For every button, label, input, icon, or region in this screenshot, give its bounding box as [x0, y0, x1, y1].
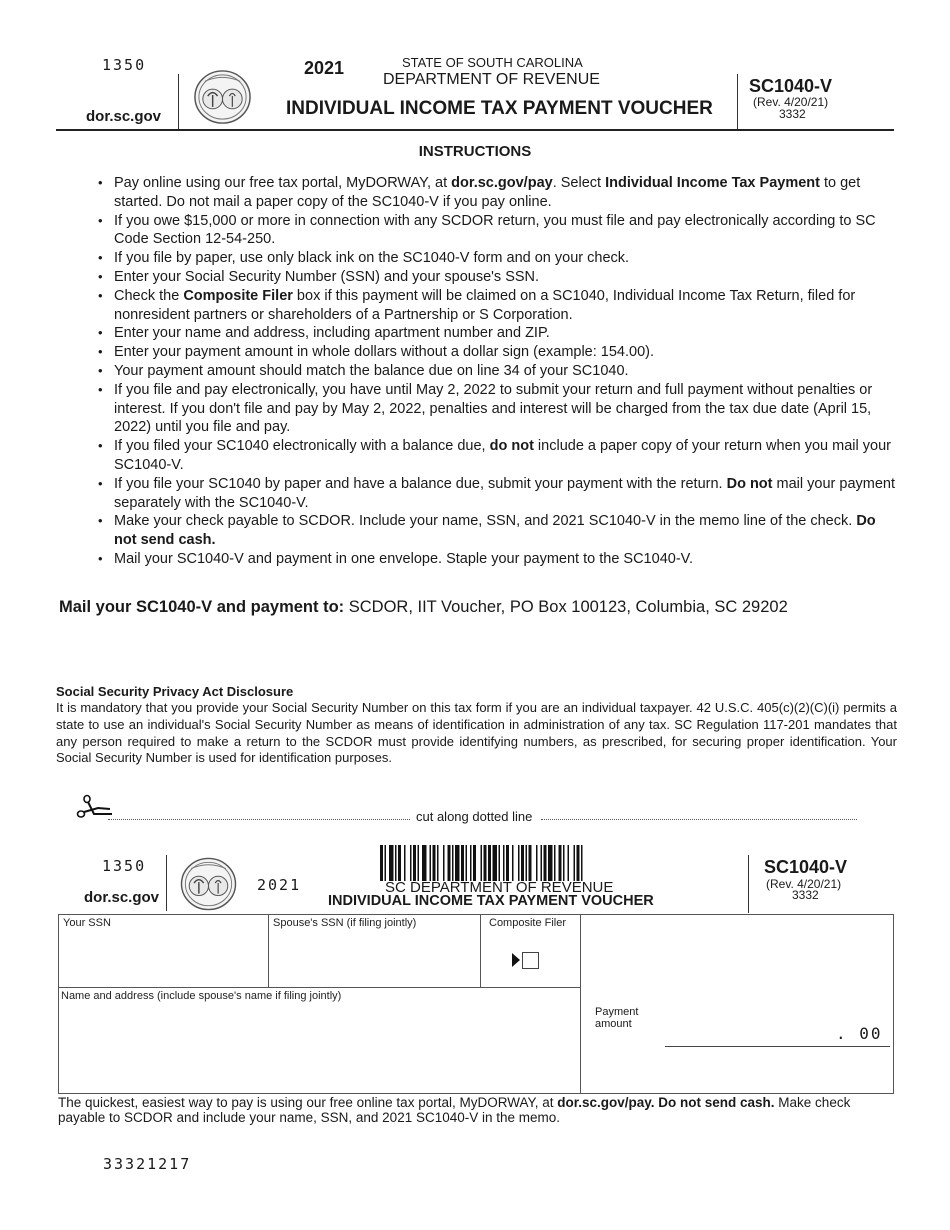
instructions-list — [96, 174, 896, 569]
barcode-bar — [455, 845, 460, 881]
barcode-bar — [452, 845, 454, 881]
text: If you filed your SC1040 electronically with a balance due, — [114, 438, 490, 455]
barcode-bar — [430, 845, 432, 881]
barcode — [380, 845, 648, 881]
barcode-bar — [389, 845, 394, 881]
arrow-right-icon — [512, 953, 520, 967]
spouse-ssn-field[interactable] — [268, 914, 481, 988]
instruction-item — [96, 343, 896, 362]
name-address-field[interactable] — [58, 987, 581, 1094]
barcode-bar — [380, 845, 383, 881]
mailing-instructions — [59, 598, 788, 617]
form-number: 3332 — [779, 107, 806, 121]
instruction-item — [96, 512, 896, 550]
bold-text: dor.sc.gov/pay — [451, 175, 553, 191]
payment-cents: . 00 — [836, 1024, 883, 1043]
cut-line-right — [541, 819, 857, 820]
barcode-bar — [559, 845, 562, 881]
barcode-bar — [506, 845, 509, 881]
instruction-item — [96, 174, 896, 212]
form-id: SC1040-V — [749, 76, 833, 96]
divider — [737, 74, 738, 130]
text: Check the — [114, 287, 184, 304]
voucher-tax-year: 2021 — [257, 876, 302, 894]
barcode-bar — [404, 845, 406, 881]
ssn-input[interactable] — [63, 944, 261, 974]
instruction-item — [96, 475, 896, 513]
barcode-bar — [461, 845, 464, 881]
form-code: 1350 — [102, 56, 147, 74]
name-address-input[interactable] — [61, 1007, 573, 1089]
payment-label-line1: Payment — [595, 1006, 639, 1018]
voucher-form-id: SC1040-V — [764, 857, 848, 877]
barcode-bar — [443, 845, 445, 881]
divider — [748, 855, 749, 913]
barcode-bar — [473, 845, 476, 881]
voucher-form-number: 3332 — [792, 888, 819, 902]
text: Enter your payment amount in whole dollars without a dollar sign (example: 154.00). — [114, 344, 655, 361]
barcode-bar — [554, 845, 556, 881]
barcode-bar — [577, 845, 580, 881]
text: Enter your name and address, including apartment number and ZIP. — [114, 325, 550, 342]
text: include a paper copy of your return when you mail your SC1040-V. — [114, 438, 891, 473]
scissors-icon — [76, 794, 116, 822]
divider — [166, 855, 167, 911]
text: If you owe $15,000 or more in connection with any SCDOR return, you must file and pay electronically according to SC Code Section 12-54-250. — [114, 212, 876, 248]
text: to get started. Do not mail a paper copy of the SC1040-V if you pay online. — [114, 175, 861, 210]
text: Your payment amount should match the balance due on line 34 of your SC1040. — [114, 362, 629, 379]
bold-text: Individual Income Tax Payment — [605, 175, 820, 191]
barcode-bar — [488, 845, 491, 881]
barcode-bar — [541, 845, 543, 881]
payment-amount-label — [595, 1006, 638, 1030]
voucher-title: INDIVIDUAL INCOME TAX PAYMENT VOUCHER — [328, 893, 654, 909]
barcode-bar — [395, 845, 397, 881]
form-title: INDIVIDUAL INCOME TAX PAYMENT VOUCHER — [286, 98, 713, 119]
barcode-bar — [422, 845, 427, 881]
spouse-ssn-input[interactable] — [273, 944, 473, 974]
bold-text: Do not — [726, 475, 773, 492]
barcode-bar — [568, 845, 570, 881]
barcode-bar — [512, 845, 514, 881]
barcode-bar — [499, 845, 501, 881]
website-label: dor.sc.gov — [86, 108, 162, 125]
ssn-field[interactable] — [58, 914, 269, 988]
barcode-bar — [521, 845, 524, 881]
barcode-bar — [470, 845, 472, 881]
mailing-address: SCDOR, IIT Voucher, PO Box 100123, Columbia, SC 29202 — [344, 598, 788, 616]
voucher-department: SC DEPARTMENT OF REVENUE — [385, 879, 614, 896]
barcode-bar — [418, 845, 420, 881]
text: Make your check payable to SCDOR. Include your name, SSN, and 2021 SC1040-V in the memo line of the check. — [114, 513, 857, 530]
instruction-item — [96, 324, 896, 343]
barcode-bar — [536, 845, 538, 881]
text: If you file and pay electronically, you have until May 2, 2022 to submit your return and full payment without penalties or interest. If you don't file and pay by May 2, 2022, penalties and interest will be charged from the tax due date (April 15, 2022) until you file and pay. — [114, 381, 873, 436]
instructions-title: INSTRUCTIONS — [418, 143, 532, 160]
name-address-label: Name and address (include spouse's name if filing jointly) — [61, 990, 342, 1002]
text: If you file your SC1040 by paper and have a balance due, submit your payment with the return. — [114, 475, 727, 492]
barcode-bar — [503, 845, 505, 881]
barcode-bar — [410, 845, 412, 881]
barcode-bar — [563, 845, 565, 881]
bold-text: Do not send cash. — [114, 513, 876, 549]
footer-note — [58, 1095, 898, 1125]
privacy-text: It is mandatory that you provide your Social Security Number on this tax form if you are an individual taxpayer. 42 U.S.C. 405(c)(2)(C)(i) permits a state to use an individual's Social Security Number as means of identification in administration of any tax. SC Regulation 117-201 mandates that any person required to make a return to the SCDOR must provide identifying numbers, as prescribed, for securing proper identification. Your Social Security Number is used for identification purposes. — [56, 700, 897, 766]
payment-label-line2: amount — [595, 1018, 632, 1030]
text: Pay online using our free tax portal, MyDORWAY, at — [114, 175, 452, 191]
text: If you file by paper, use only black ink on the SC1040-V form and on your check. — [114, 250, 630, 267]
composite-filer-field — [480, 914, 581, 988]
text: box if this payment will be claimed on a SC1040, Individual Income Tax Return, filed for nonresident partners or shareholders of a Partnership or S Corporation. — [114, 287, 856, 323]
barcode-bar — [544, 845, 547, 881]
payment-amount-field — [580, 914, 894, 1094]
cut-line-label: cut along dotted line — [416, 809, 533, 824]
voucher-form-code: 1350 — [102, 857, 147, 875]
text: Mail your SC1040-V and payment in one envelope. Staple your payment to the SC1040-V. — [114, 550, 694, 567]
voucher-website: dor.sc.gov — [84, 889, 160, 906]
barcode-bar — [493, 845, 498, 881]
barcode-bar — [581, 845, 583, 881]
barcode-bar — [398, 845, 401, 881]
revision-date: (Rev. 4/20/21) — [753, 95, 829, 109]
composite-filer-checkbox[interactable] — [522, 952, 539, 969]
ssn-label: Your SSN — [63, 917, 111, 929]
sc-seal-icon — [179, 857, 238, 911]
barcode-bar — [481, 845, 483, 881]
barcode-bar — [574, 845, 576, 881]
barcode-bar — [437, 845, 439, 881]
cut-line-left — [108, 819, 410, 820]
barcode-bar — [484, 845, 487, 881]
instruction-item — [96, 550, 896, 569]
sc-seal-icon — [193, 69, 252, 125]
barcode-bar — [466, 845, 468, 881]
bold-text: Composite Filer — [183, 287, 293, 304]
text: Enter your Social Security Number (SSN) and your spouse's SSN. — [114, 268, 540, 285]
barcode-bar — [518, 845, 520, 881]
scan-line-code: 33321217 — [103, 1155, 192, 1173]
barcode-bar — [433, 845, 436, 881]
instruction-item — [96, 268, 896, 287]
instruction-item — [96, 249, 896, 268]
bold-text: do not — [489, 438, 534, 455]
instruction-item — [96, 287, 896, 325]
spouse-ssn-label: Spouse's SSN (if filing jointly) — [273, 917, 417, 929]
text: . Select — [552, 175, 606, 191]
department-name: DEPARTMENT OF REVENUE — [383, 71, 600, 88]
instruction-item — [96, 381, 896, 437]
bold-text: dor.sc.gov/pay. Do not send cash. — [557, 1095, 775, 1110]
barcode-bar — [413, 845, 416, 881]
state-name: STATE OF SOUTH CAROLINA — [402, 55, 583, 70]
barcode-bar — [548, 845, 553, 881]
mailing-label: Mail your SC1040-V and payment to: — [59, 598, 345, 616]
composite-filer-label: Composite Filer — [489, 917, 567, 929]
payment-amount-input[interactable] — [665, 1020, 830, 1044]
payment-amount-line — [665, 1046, 890, 1047]
tax-year: 2021 — [304, 58, 345, 78]
barcode-bar — [529, 845, 532, 881]
divider — [178, 74, 179, 130]
barcode-bar — [448, 845, 451, 881]
privacy-title: Social Security Privacy Act Disclosure — [56, 684, 294, 699]
instruction-item — [96, 212, 896, 250]
text: mail your payment separately with the SC1040-V. — [114, 475, 895, 511]
instruction-item — [96, 362, 896, 381]
instruction-item — [96, 437, 896, 475]
header-rule — [56, 129, 894, 131]
text: Make check payable to SCDOR and include your name, SSN, and 2021 SC1040-V in the memo. — [58, 1095, 851, 1125]
text: The quickest, easiest way to pay is using our free online tax portal, MyDORWAY, at — [58, 1095, 558, 1110]
barcode-bar — [526, 845, 528, 881]
voucher-revision: (Rev. 4/20/21) — [766, 877, 842, 891]
barcode-bar — [385, 845, 387, 881]
